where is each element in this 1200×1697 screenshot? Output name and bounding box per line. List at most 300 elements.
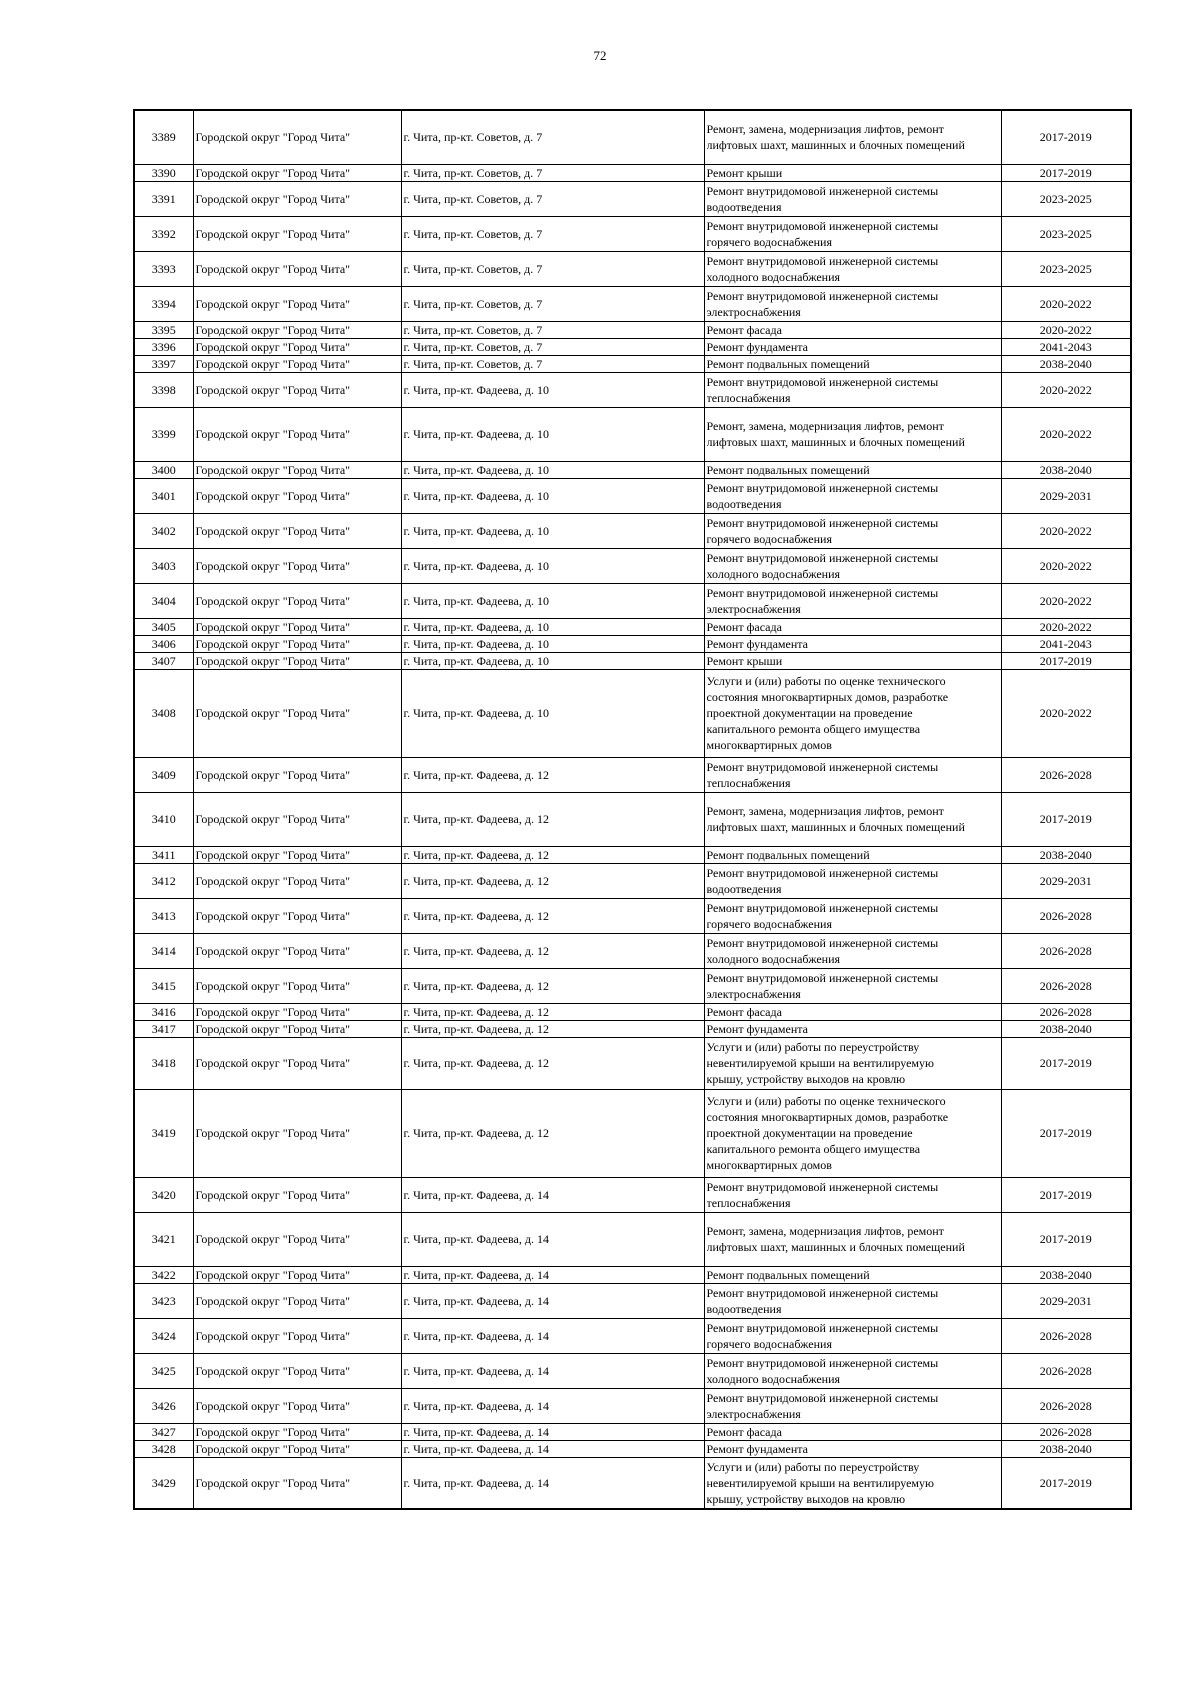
row-number-cell: 3402 [134, 513, 193, 548]
municipality-cell: Городской округ "Город Чита" [193, 618, 401, 635]
work-type-line: проектной документации на проведение [706, 1126, 913, 1140]
work-type-cell [704, 1020, 1001, 1037]
work-type-line: Ремонт, замена, модернизация лифтов, ремонт [706, 122, 944, 137]
work-type-cell [704, 1003, 1001, 1020]
address-cell: г. Чита, пр-кт. Советов, д. 7 [401, 216, 704, 251]
work-type-cell [704, 846, 1001, 863]
period-cell: 2026-2028 [1001, 968, 1131, 1003]
row-number-cell: 3399 [134, 407, 193, 461]
work-type-line: Ремонт фундамента [706, 339, 808, 354]
table-row [134, 846, 1131, 863]
address-cell: г. Чита, пр-кт. Фадеева, д. 10 [401, 618, 704, 635]
municipality-cell: Городской округ "Город Чита" [193, 933, 401, 968]
period-cell: 2020-2022 [1001, 286, 1131, 321]
work-type-line: Ремонт фасада [706, 1424, 782, 1439]
work-type-line: Ремонт внутридомовой инженерной системы [706, 374, 939, 389]
row-number-cell: 3428 [134, 1440, 193, 1457]
municipality-cell: Городской округ "Город Чита" [193, 1003, 401, 1020]
table-row [134, 1266, 1131, 1283]
row-number-cell: 3411 [134, 846, 193, 863]
row-number-cell: 3414 [134, 933, 193, 968]
table-row [134, 286, 1131, 321]
municipality-cell: Городской округ "Город Чита" [193, 635, 401, 652]
work-type-line: лифтовых шахт, машинных и блочных помещений [706, 138, 965, 153]
table-row [134, 583, 1131, 618]
address-cell: г. Чита, пр-кт. Фадеева, д. 14 [401, 1283, 704, 1318]
row-number-cell: 3405 [134, 618, 193, 635]
work-type-cell [704, 1089, 1001, 1177]
row-number-cell: 3422 [134, 1266, 193, 1283]
row-number-cell: 3401 [134, 478, 193, 513]
address-cell: г. Чита, пр-кт. Фадеева, д. 10 [401, 583, 704, 618]
row-number-cell: 3391 [134, 181, 193, 216]
row-number-cell: 3421 [134, 1212, 193, 1266]
address-cell: г. Чита, пр-кт. Фадеева, д. 12 [401, 933, 704, 968]
work-type-line: многоквартирных домов [706, 738, 832, 752]
table-row [134, 1177, 1131, 1212]
period-cell: 2026-2028 [1001, 1423, 1131, 1440]
work-type-cell [704, 1457, 1001, 1509]
table-row [134, 1089, 1131, 1177]
address-cell: г. Чита, пр-кт. Советов, д. 7 [401, 321, 704, 338]
row-number-cell: 3397 [134, 355, 193, 372]
table-row [134, 933, 1131, 968]
work-type-line: Ремонт крыши [706, 165, 783, 180]
work-type-line: крышу, устройству выходов на кровлю [706, 1072, 906, 1086]
row-number-cell: 3395 [134, 321, 193, 338]
work-type-cell [704, 478, 1001, 513]
period-cell: 2017-2019 [1001, 1177, 1131, 1212]
table-row [134, 792, 1131, 846]
address-cell: г. Чита, пр-кт. Фадеева, д. 12 [401, 968, 704, 1003]
work-type-line: Ремонт внутридомовой инженерной системы [706, 900, 939, 915]
work-type-line: Ремонт внутридомовой инженерной системы [706, 550, 939, 565]
work-type-line: лифтовых шахт, машинных и блочных помещений [706, 435, 965, 449]
table-row [134, 372, 1131, 407]
municipality-cell: Городской округ "Город Чита" [193, 1089, 401, 1177]
period-cell: 2017-2019 [1001, 164, 1131, 181]
work-type-cell [704, 372, 1001, 407]
address-cell: г. Чита, пр-кт. Фадеева, д. 10 [401, 461, 704, 478]
work-type-line: Услуги и (или) работы по переустройству [706, 1459, 920, 1474]
municipality-cell: Городской округ "Город Чита" [193, 321, 401, 338]
address-cell: г. Чита, пр-кт. Фадеева, д. 14 [401, 1353, 704, 1388]
table-row [134, 898, 1131, 933]
work-type-line: Ремонт внутридомовой инженерной системы [706, 970, 939, 985]
period-cell: 2020-2022 [1001, 669, 1131, 757]
table-row [134, 338, 1131, 355]
address-cell: г. Чита, пр-кт. Фадеева, д. 12 [401, 792, 704, 846]
work-type-cell [704, 863, 1001, 898]
address-cell: г. Чита, пр-кт. Советов, д. 7 [401, 110, 704, 164]
table-row [134, 1440, 1131, 1457]
work-type-line: Ремонт внутридомовой инженерной системы [706, 1320, 939, 1335]
address-cell: г. Чита, пр-кт. Фадеева, д. 14 [401, 1177, 704, 1212]
address-cell: г. Чита, пр-кт. Фадеева, д. 10 [401, 478, 704, 513]
work-type-line: Ремонт фасада [706, 322, 782, 337]
address-cell: г. Чита, пр-кт. Фадеева, д. 14 [401, 1266, 704, 1283]
work-type-cell [704, 757, 1001, 792]
period-cell: 2020-2022 [1001, 548, 1131, 583]
work-type-line: Ремонт подвальных помещений [706, 847, 870, 862]
work-type-cell [704, 1212, 1001, 1266]
row-number-cell: 3426 [134, 1388, 193, 1423]
row-number-cell: 3418 [134, 1037, 193, 1089]
row-number-cell: 3403 [134, 548, 193, 583]
period-cell: 2026-2028 [1001, 1353, 1131, 1388]
address-cell: г. Чита, пр-кт. Фадеева, д. 14 [401, 1457, 704, 1509]
work-type-cell [704, 181, 1001, 216]
work-type-cell [704, 251, 1001, 286]
period-cell: 2038-2040 [1001, 1020, 1131, 1037]
work-type-line: Ремонт внутридомовой инженерной системы [706, 218, 939, 233]
municipality-cell: Городской округ "Город Чита" [193, 372, 401, 407]
table-row [134, 548, 1131, 583]
period-cell: 2026-2028 [1001, 933, 1131, 968]
work-type-line: Ремонт внутридомовой инженерной системы [706, 935, 939, 950]
work-type-line: капитального ремонта общего имущества [706, 722, 921, 736]
work-type-line: Ремонт внутридомовой инженерной системы [706, 515, 939, 530]
municipality-cell: Городской округ "Город Чита" [193, 583, 401, 618]
table-row [134, 251, 1131, 286]
work-type-line: Ремонт внутридомовой инженерной системы [706, 288, 939, 303]
work-type-line: теплоснабжения [706, 775, 791, 790]
period-cell: 2023-2025 [1001, 216, 1131, 251]
work-type-line: Ремонт внутридомовой инженерной системы [706, 1390, 939, 1405]
address-cell: г. Чита, пр-кт. Фадеева, д. 12 [401, 846, 704, 863]
address-cell: г. Чита, пр-кт. Фадеева, д. 10 [401, 635, 704, 652]
work-type-cell [704, 355, 1001, 372]
work-type-cell [704, 933, 1001, 968]
table-row [134, 461, 1131, 478]
address-cell: г. Чита, пр-кт. Фадеева, д. 10 [401, 407, 704, 461]
work-type-cell [704, 968, 1001, 1003]
address-cell: г. Чита, пр-кт. Фадеева, д. 10 [401, 652, 704, 669]
work-type-cell [704, 513, 1001, 548]
period-cell: 2020-2022 [1001, 372, 1131, 407]
period-cell: 2020-2022 [1001, 407, 1131, 461]
address-cell: г. Чита, пр-кт. Фадеева, д. 12 [401, 898, 704, 933]
period-cell: 2023-2025 [1001, 251, 1131, 286]
work-type-cell [704, 407, 1001, 461]
work-type-cell [704, 1318, 1001, 1353]
work-type-line: Ремонт фасада [706, 1004, 782, 1019]
row-number-cell: 3427 [134, 1423, 193, 1440]
work-type-line: Ремонт фасада [706, 619, 782, 634]
row-number-cell: 3389 [134, 110, 193, 164]
municipality-cell: Городской округ "Город Чита" [193, 846, 401, 863]
row-number-cell: 3393 [134, 251, 193, 286]
work-type-line: водоотведения [706, 881, 782, 896]
municipality-cell: Городской округ "Город Чита" [193, 1020, 401, 1037]
row-number-cell: 3408 [134, 669, 193, 757]
work-type-cell [704, 1283, 1001, 1318]
period-cell: 2026-2028 [1001, 1318, 1131, 1353]
period-cell: 2017-2019 [1001, 1212, 1131, 1266]
period-cell: 2026-2028 [1001, 757, 1131, 792]
table-row [134, 968, 1131, 1003]
row-number-cell: 3404 [134, 583, 193, 618]
address-cell: г. Чита, пр-кт. Фадеева, д. 14 [401, 1440, 704, 1457]
period-cell: 2041-2043 [1001, 635, 1131, 652]
municipality-cell: Городской округ "Город Чита" [193, 1318, 401, 1353]
work-type-line: проектной документации на проведение [706, 706, 913, 720]
address-cell: г. Чита, пр-кт. Фадеева, д. 14 [401, 1318, 704, 1353]
address-cell: г. Чита, пр-кт. Фадеева, д. 12 [401, 1089, 704, 1177]
municipality-cell: Городской округ "Город Чита" [193, 652, 401, 669]
work-type-line: горячего водоснабжения [706, 234, 832, 249]
municipality-cell: Городской округ "Город Чита" [193, 898, 401, 933]
row-number-cell: 3406 [134, 635, 193, 652]
work-type-line: теплоснабжения [706, 390, 791, 405]
period-cell: 2017-2019 [1001, 1037, 1131, 1089]
work-type-cell [704, 1353, 1001, 1388]
period-cell: 2020-2022 [1001, 321, 1131, 338]
work-type-line: горячего водоснабжения [706, 1336, 832, 1351]
municipality-cell: Городской округ "Город Чита" [193, 286, 401, 321]
municipality-cell: Городской округ "Город Чита" [193, 407, 401, 461]
municipality-cell: Городской округ "Город Чита" [193, 1353, 401, 1388]
work-type-line: Ремонт внутридомовой инженерной системы [706, 865, 939, 880]
table-row [134, 407, 1131, 461]
work-type-cell [704, 1037, 1001, 1089]
work-type-cell [704, 110, 1001, 164]
municipality-cell: Городской округ "Город Чита" [193, 968, 401, 1003]
address-cell: г. Чита, пр-кт. Советов, д. 7 [401, 164, 704, 181]
period-cell: 2017-2019 [1001, 792, 1131, 846]
period-cell: 2038-2040 [1001, 1266, 1131, 1283]
address-cell: г. Чита, пр-кт. Фадеева, д. 14 [401, 1212, 704, 1266]
table-row [134, 164, 1131, 181]
municipality-cell: Городской округ "Город Чита" [193, 355, 401, 372]
row-number-cell: 3398 [134, 372, 193, 407]
work-type-cell [704, 635, 1001, 652]
work-type-cell [704, 461, 1001, 478]
work-type-line: Ремонт фундамента [706, 1441, 808, 1456]
address-cell: г. Чита, пр-кт. Фадеева, д. 10 [401, 372, 704, 407]
municipality-cell: Городской округ "Город Чита" [193, 251, 401, 286]
period-cell: 2020-2022 [1001, 618, 1131, 635]
period-cell: 2026-2028 [1001, 1388, 1131, 1423]
row-number-cell: 3410 [134, 792, 193, 846]
work-type-line: Ремонт подвальных помещений [706, 462, 870, 477]
table-body [134, 110, 1131, 1509]
municipality-cell: Городской округ "Город Чита" [193, 792, 401, 846]
period-cell: 2038-2040 [1001, 1440, 1131, 1457]
row-number-cell: 3417 [134, 1020, 193, 1037]
period-cell: 2029-2031 [1001, 863, 1131, 898]
work-type-line: теплоснабжения [706, 1195, 791, 1210]
row-number-cell: 3425 [134, 1353, 193, 1388]
work-type-line: Ремонт подвальных помещений [706, 356, 870, 371]
work-type-line: Ремонт, замена, модернизация лифтов, ремонт [706, 804, 944, 818]
work-type-line: электроснабжения [706, 1406, 801, 1421]
municipality-cell: Городской округ "Город Чита" [193, 548, 401, 583]
municipality-cell: Городской округ "Город Чита" [193, 1177, 401, 1212]
period-cell: 2017-2019 [1001, 1089, 1131, 1177]
period-cell: 2017-2019 [1001, 652, 1131, 669]
municipality-cell: Городской округ "Город Чита" [193, 1037, 401, 1089]
address-cell: г. Чита, пр-кт. Фадеева, д. 12 [401, 863, 704, 898]
table-row [134, 1353, 1131, 1388]
row-number-cell: 3409 [134, 757, 193, 792]
table-row [134, 863, 1131, 898]
table-row [134, 110, 1131, 164]
work-type-line: Ремонт внутридомовой инженерной системы [706, 253, 939, 268]
work-type-line: лифтовых шахт, машинных и блочных помещений [706, 820, 965, 834]
work-type-line: невентилируемой крыши на вентилируемую [706, 1475, 934, 1490]
table-row [134, 478, 1131, 513]
table-row [134, 618, 1131, 635]
row-number-cell: 3424 [134, 1318, 193, 1353]
work-type-cell [704, 898, 1001, 933]
row-number-cell: 3429 [134, 1457, 193, 1509]
work-type-line: Ремонт внутридомовой инженерной системы [706, 480, 939, 495]
work-type-line: электроснабжения [706, 986, 801, 1001]
period-cell: 2038-2040 [1001, 846, 1131, 863]
work-type-line: электроснабжения [706, 304, 801, 319]
work-type-line: капитального ремонта общего имущества [706, 1142, 921, 1156]
work-type-line: Услуги и (или) работы по переустройству [706, 1040, 920, 1054]
work-type-line: Ремонт фундамента [706, 1021, 808, 1036]
table-row [134, 181, 1131, 216]
address-cell: г. Чита, пр-кт. Советов, д. 7 [401, 251, 704, 286]
work-type-line: невентилируемой крыши на вентилируемую [706, 1056, 934, 1070]
address-cell: г. Чита, пр-кт. Советов, д. 7 [401, 181, 704, 216]
work-type-line: состояния многоквартирных домов, разработке [706, 690, 949, 704]
address-cell: г. Чита, пр-кт. Фадеева, д. 12 [401, 1037, 704, 1089]
municipality-cell: Городской округ "Город Чита" [193, 1283, 401, 1318]
work-type-cell [704, 669, 1001, 757]
work-type-line: Ремонт, замена, модернизация лифтов, ремонт [706, 1224, 944, 1238]
row-number-cell: 3416 [134, 1003, 193, 1020]
table-row [134, 513, 1131, 548]
row-number-cell: 3400 [134, 461, 193, 478]
table-row [134, 355, 1131, 372]
work-type-cell [704, 792, 1001, 846]
work-type-cell [704, 286, 1001, 321]
period-cell: 2017-2019 [1001, 1457, 1131, 1509]
work-type-line: горячего водоснабжения [706, 531, 832, 546]
municipality-cell: Городской округ "Город Чита" [193, 338, 401, 355]
work-type-line: Услуги и (или) работы по оценке технического [706, 1094, 946, 1108]
work-type-line: Ремонт фундамента [706, 636, 808, 651]
municipality-cell: Городской округ "Город Чита" [193, 478, 401, 513]
work-type-line: лифтовых шахт, машинных и блочных помещений [706, 1240, 965, 1254]
work-type-line: Ремонт внутридомовой инженерной системы [706, 1285, 939, 1300]
row-number-cell: 3412 [134, 863, 193, 898]
table-row [134, 1212, 1131, 1266]
row-number-cell: 3396 [134, 338, 193, 355]
address-cell: г. Чита, пр-кт. Фадеева, д. 14 [401, 1423, 704, 1440]
address-cell: г. Чита, пр-кт. Фадеева, д. 14 [401, 1388, 704, 1423]
work-type-cell [704, 583, 1001, 618]
period-cell: 2041-2043 [1001, 338, 1131, 355]
address-cell: г. Чита, пр-кт. Фадеева, д. 12 [401, 1020, 704, 1037]
municipality-cell: Городской округ "Город Чита" [193, 461, 401, 478]
work-type-line: электроснабжения [706, 601, 801, 616]
period-cell: 2029-2031 [1001, 478, 1131, 513]
page-number: 72 [593, 48, 607, 63]
work-type-cell [704, 1423, 1001, 1440]
table-row [134, 321, 1131, 338]
work-type-cell [704, 1440, 1001, 1457]
table-row [134, 635, 1131, 652]
municipality-cell: Городской округ "Город Чита" [193, 669, 401, 757]
table-row [134, 1457, 1131, 1509]
municipality-cell: Городской округ "Город Чита" [193, 863, 401, 898]
work-type-cell [704, 321, 1001, 338]
work-type-cell [704, 338, 1001, 355]
table-row [134, 757, 1131, 792]
address-cell: г. Чита, пр-кт. Фадеева, д. 10 [401, 548, 704, 583]
work-type-line: Ремонт внутридомовой инженерной системы [706, 585, 939, 600]
work-type-line: Ремонт крыши [706, 653, 783, 668]
table-row [134, 216, 1131, 251]
row-number-cell: 3413 [134, 898, 193, 933]
row-number-cell: 3407 [134, 652, 193, 669]
municipality-cell: Городской округ "Город Чита" [193, 1388, 401, 1423]
table-row [134, 1037, 1131, 1089]
row-number-cell: 3423 [134, 1283, 193, 1318]
work-type-line: Ремонт внутридомовой инженерной системы [706, 183, 939, 198]
work-type-line: Ремонт внутридомовой инженерной системы [706, 759, 939, 774]
row-number-cell: 3390 [134, 164, 193, 181]
table-row [134, 1020, 1131, 1037]
period-cell: 2026-2028 [1001, 898, 1131, 933]
period-cell: 2023-2025 [1001, 181, 1131, 216]
municipality-cell: Городской округ "Город Чита" [193, 1423, 401, 1440]
address-cell: г. Чита, пр-кт. Советов, д. 7 [401, 355, 704, 372]
work-type-line: холодного водоснабжения [706, 951, 841, 966]
municipality-cell: Городской округ "Город Чита" [193, 513, 401, 548]
table-row [134, 1283, 1131, 1318]
municipality-cell: Городской округ "Город Чита" [193, 164, 401, 181]
municipality-cell: Городской округ "Город Чита" [193, 216, 401, 251]
work-type-line: водоотведения [706, 1301, 782, 1316]
work-type-line: состояния многоквартирных домов, разработке [706, 1110, 949, 1124]
work-type-line: водоотведения [706, 199, 782, 214]
work-type-cell [704, 1177, 1001, 1212]
municipality-cell: Городской округ "Город Чита" [193, 757, 401, 792]
table-row [134, 1423, 1131, 1440]
municipality-cell: Городской округ "Город Чита" [193, 1457, 401, 1509]
work-type-line: холодного водоснабжения [706, 269, 841, 284]
period-cell: 2038-2040 [1001, 355, 1131, 372]
work-type-cell [704, 164, 1001, 181]
address-cell: г. Чита, пр-кт. Фадеева, д. 12 [401, 757, 704, 792]
table-row [134, 1003, 1131, 1020]
address-cell: г. Чита, пр-кт. Фадеева, д. 10 [401, 669, 704, 757]
period-cell: 2017-2019 [1001, 110, 1131, 164]
address-cell: г. Чита, пр-кт. Фадеева, д. 12 [401, 1003, 704, 1020]
row-number-cell: 3394 [134, 286, 193, 321]
municipality-cell: Городской округ "Город Чита" [193, 1266, 401, 1283]
municipality-cell: Городской округ "Город Чита" [193, 110, 401, 164]
work-type-line: Ремонт внутридомовой инженерной системы [706, 1179, 939, 1194]
address-cell: г. Чита, пр-кт. Фадеева, д. 10 [401, 513, 704, 548]
work-type-cell [704, 652, 1001, 669]
address-cell: г. Чита, пр-кт. Советов, д. 7 [401, 286, 704, 321]
period-cell: 2020-2022 [1001, 513, 1131, 548]
period-cell: 2020-2022 [1001, 583, 1131, 618]
work-type-line: Ремонт подвальных помещений [706, 1267, 870, 1282]
row-number-cell: 3392 [134, 216, 193, 251]
work-type-cell [704, 548, 1001, 583]
work-type-cell [704, 1388, 1001, 1423]
row-number-cell: 3419 [134, 1089, 193, 1177]
period-cell: 2026-2028 [1001, 1003, 1131, 1020]
